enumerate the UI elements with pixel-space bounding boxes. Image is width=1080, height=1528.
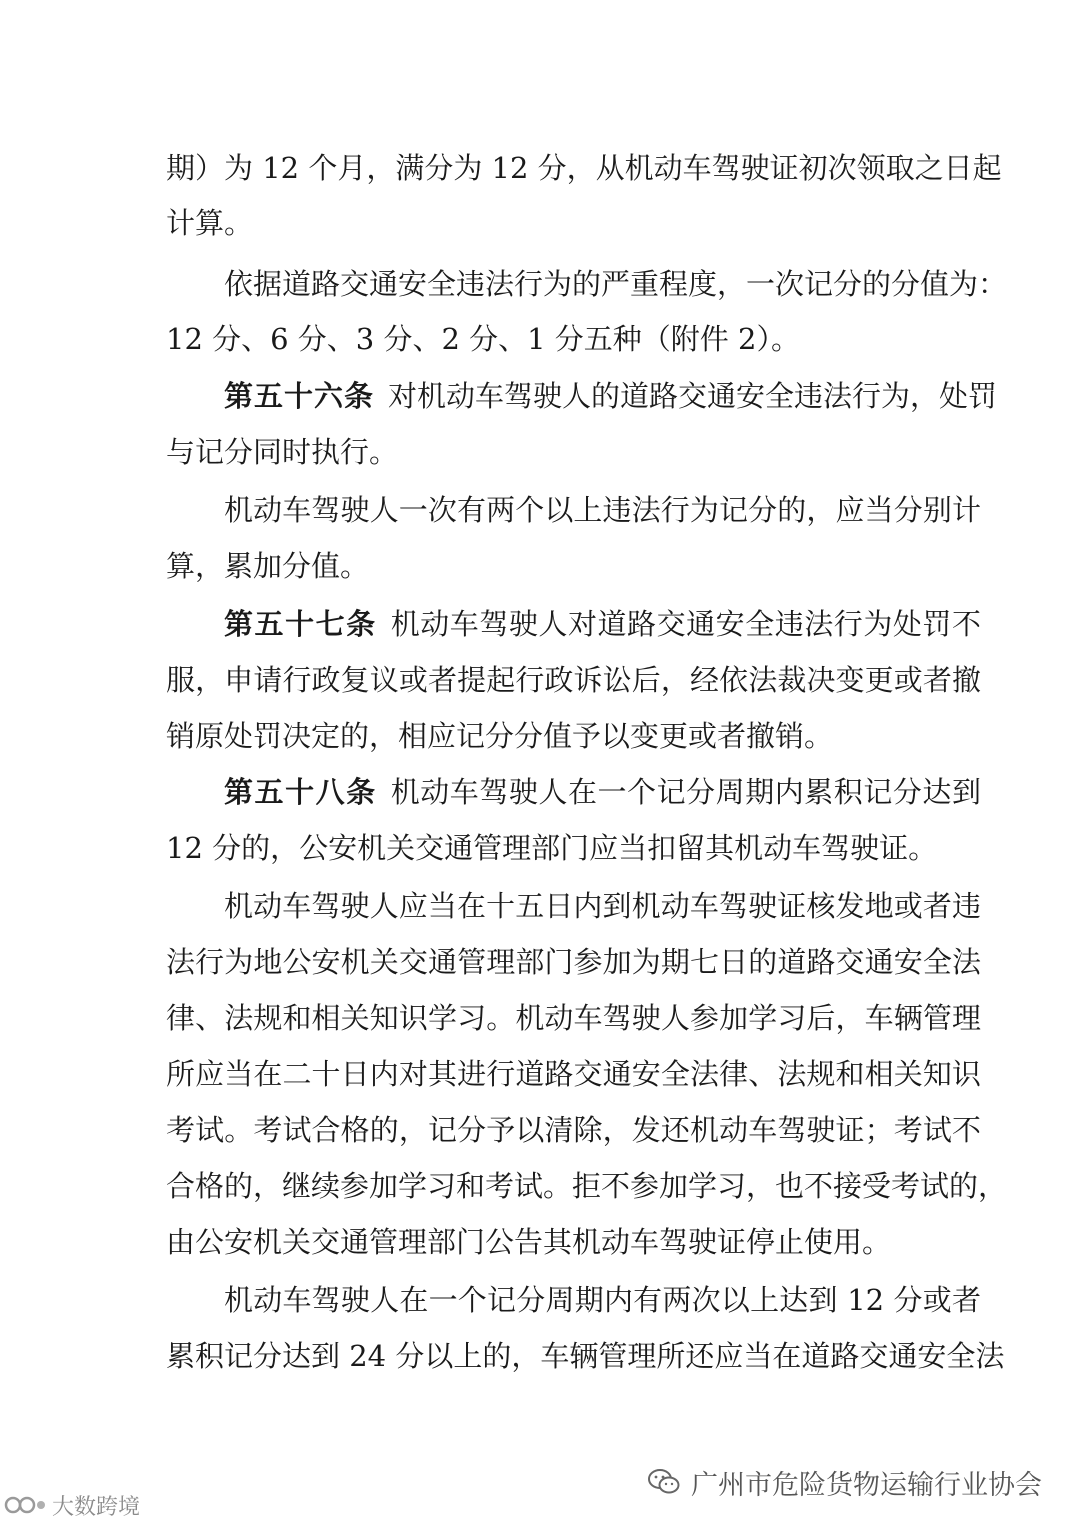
text-line: 算，累加分值。 — [166, 549, 370, 583]
brand-logo-icon — [4, 1494, 48, 1516]
text-line: 计算。 — [166, 206, 254, 240]
article-56-line — [224, 376, 998, 416]
text-line: 由公安机关交通管理部门公告其机动车驾驶证停止使用。 — [166, 1225, 892, 1259]
text-line: 累积记分达到 24 分以上的，车辆管理所还应当在道路交通安全法 — [166, 1339, 1005, 1373]
text-line: 律、法规和相关知识学习。机动车驾驶人参加学习后，车辆管理 — [166, 1001, 981, 1035]
text-line: 合格的，继续参加学习和考试。拒不参加学习，也不接受考试的， — [166, 1169, 1008, 1203]
article-heading: 第五十七条 — [224, 607, 377, 641]
text-line: 所应当在二十日内对其进行道路交通安全法律、法规和相关知识 — [166, 1057, 981, 1091]
text-line: 期）为 12 个月，满分为 12 分，从机动车驾驶证初次领取之日起 — [166, 151, 1002, 185]
wechat-icon — [647, 1468, 681, 1496]
text-line: 机动车驾驶人应当在十五日内到机动车驾驶证核发地或者违 — [224, 889, 981, 923]
text-line: 服，申请行政复议或者提起行政诉讼后，经依法裁决变更或者撤 — [166, 663, 981, 697]
watermark-text: 大数跨境 — [52, 1494, 141, 1520]
text-line: 与记分同时执行。 — [166, 435, 399, 469]
watermark-text: 广州市危险货物运输行业协会 — [691, 1469, 1042, 1501]
brand-watermark — [4, 1490, 140, 1520]
text-line: 机动车驾驶人一次有两个以上违法行为记分的，应当分别计 — [224, 493, 981, 527]
text-span: 对机动车驾驶人的道路交通安全违法行为，处罚 — [388, 379, 998, 413]
article-58-line — [224, 772, 981, 812]
text-span: 机动车驾驶人在一个记分周期内累积记分达到 — [390, 775, 981, 809]
text-line: 法行为地公安机关交通管理部门参加为期七日的道路交通安全法 — [166, 945, 981, 979]
article-heading: 第五十八条 — [224, 775, 377, 809]
text-line: 机动车驾驶人在一个记分周期内有两次以上达到 12 分或者 — [224, 1283, 981, 1317]
text-line: 12 分、6 分、3 分、2 分、1 分五种（附件 2）。 — [166, 322, 800, 356]
text-line: 销原处罚决定的，相应记分分值予以变更或者撤销。 — [166, 719, 834, 753]
text-line: 依据道路交通安全违法行为的严重程度，一次记分的分值为： — [224, 267, 1008, 301]
text-line: 12 分的，公安机关交通管理部门应当扣留其机动车驾驶证。 — [166, 831, 938, 865]
text-span: 机动车驾驶人对道路交通安全违法行为处罚不 — [390, 607, 981, 641]
source-watermark — [647, 1464, 1042, 1500]
article-57-line — [224, 604, 981, 644]
text-line: 考试。考试合格的，记分予以清除，发还机动车驾驶证；考试不 — [166, 1113, 981, 1147]
article-heading: 第五十六条 — [224, 379, 375, 413]
